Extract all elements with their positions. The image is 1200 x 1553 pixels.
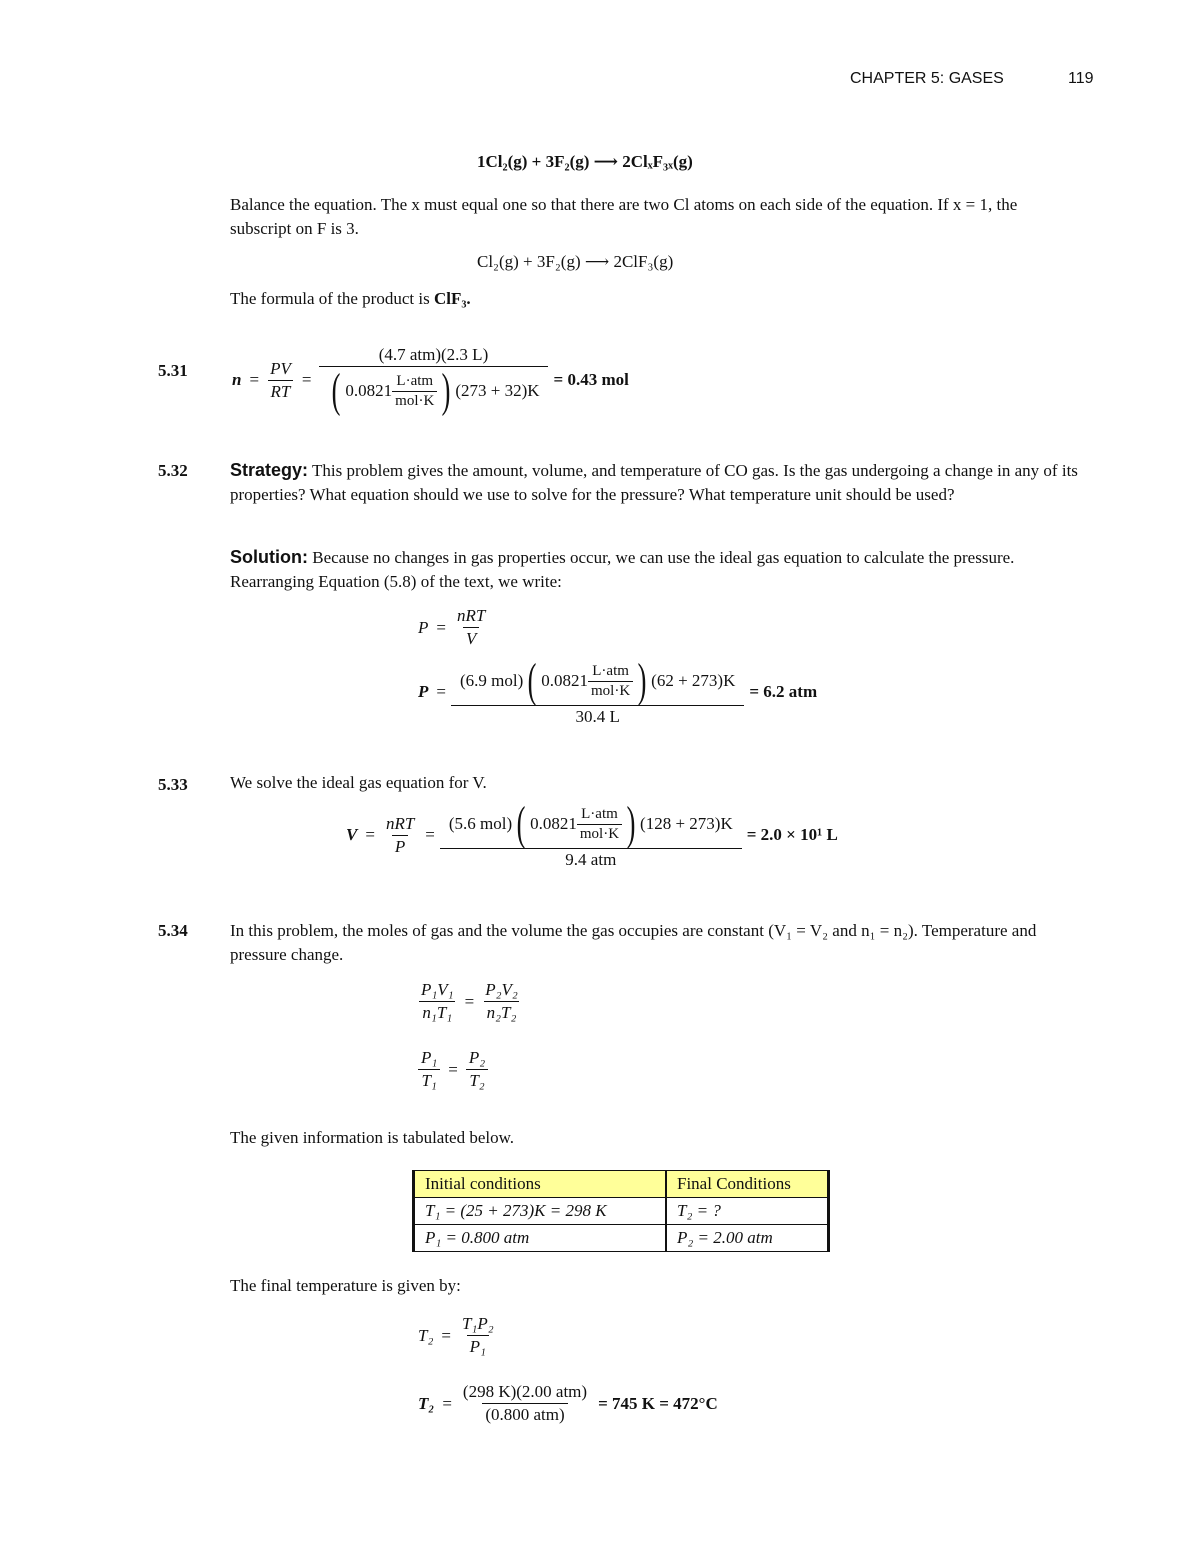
equation-532-substituted: P = (6.9 mol) ( 0.0821 $\frac{\text{L·atm}}{\text{mol·K}}$ ) (62 + 273)K 30.4 L = 6.2 atm (418, 654, 818, 726)
result-531: = 0.43 mol (553, 370, 629, 389)
balance-paragraph: Balance the equation. The x must equal one so that there are two Cl atoms on each side of the equation. If x = 1, the subscript on F is 3. (230, 195, 1018, 238)
cell-initial-pressure: P₁ = 0.800 atm (414, 1225, 667, 1252)
r-constant: 0.0821 (345, 381, 393, 400)
t1-denominator: T₁ (418, 1069, 439, 1091)
substitution-fraction-531 (319, 345, 547, 415)
equation-533: V = $\frac{\text{nRT}}{P}$ = (5.6 mol) ( 0.0821 $\frac{\text{L·atm}}{\text{mol·K}}$ ) (128 + 273)K 9.4 atm = 2.0 × 10¹ L (346, 797, 838, 869)
result-532: = 6.2 atm (749, 682, 818, 701)
p1-denominator: P₁ (467, 1335, 489, 1357)
r-units (392, 373, 437, 410)
r-units-numerator-533: L·atm (581, 805, 618, 822)
nrt-numerator: nRT (456, 606, 486, 625)
v-denominator: V (463, 627, 479, 649)
pv-over-rt (267, 359, 294, 402)
problem-number-534: 5.34 (158, 921, 188, 940)
formula-text: The formula of the product is (230, 289, 430, 308)
right-numerator: P₂V₂ (485, 980, 518, 999)
combined-gas-law: $\frac{\text{P₁V₁}}{\text{n₁T₁}}$ = $\frac{\text{P₂V₂}}{\text{n₂T₂}}$ (418, 980, 521, 1023)
r-units-numerator-532: L·atm (592, 662, 629, 679)
cell-final-pressure: P₂ = 2.00 atm (666, 1225, 829, 1252)
header-final: Final Conditions (666, 1171, 829, 1198)
left-denominator: n₁T₁ (419, 1001, 455, 1023)
table-header-row (414, 1171, 829, 1198)
moles-533: (5.6 mol) (448, 814, 513, 833)
r-units-numerator: L·atm (396, 372, 434, 389)
nrt-numerator-533: nRT (385, 813, 415, 833)
result-534: = 745 K = 472°C (598, 1393, 718, 1413)
r-constant-533: 0.0821 (530, 814, 577, 833)
r-constant-532: 0.0821 (541, 671, 588, 690)
formula-sentence (230, 289, 471, 309)
pressure-temperature-law: $\frac{\text{P₁}}{\text{T₁}}$ = $\frac{\text{P₂}}{\text{T₂}}$ (418, 1048, 488, 1091)
t2-calculation: T₂ = $\frac{\text{(298 K)(2.00 atm)}}{\text{(0.800 atm)}}$ = 745 K = 472°C (418, 1382, 718, 1424)
solution-label: Solution: (230, 547, 308, 567)
strategy-text: This problem gives the amount, volume, and temperature of CO gas. Is the gas undergoing a change in any of its properties? What equation should we use to solve for the pressure? What temperature unit should be used? (230, 461, 1078, 504)
text-533: We solve the ideal gas equation for V. (230, 773, 487, 792)
right-denominator: n₂T₂ (484, 1001, 520, 1023)
t2-formula: T₂ = $\frac{\text{T₁P₂}}{\text{P₁}}$ (418, 1314, 497, 1357)
volume-symbol: V (346, 825, 358, 844)
t2-symbol: T₂ (418, 1325, 434, 1345)
t2-denominator: T₂ (466, 1069, 487, 1091)
table-row (414, 1225, 829, 1252)
denominator-533: 9.4 atm (440, 848, 742, 870)
text-534: In this problem, the moles of gas and the volume the gas occupies are constant (V₁ = V₂ and n₁ = n₂). Temperature and pressure change. (230, 921, 1037, 964)
pressure-symbol: P (418, 617, 429, 637)
p1-numerator: P₁ (421, 1048, 438, 1067)
cell-initial-temperature: T₁ = (25 + 273)K = 298 K (414, 1198, 667, 1225)
problem-number-532: 5.32 (158, 461, 188, 480)
conditions-table (412, 1170, 830, 1252)
result-533: = 2.0 × 10¹ L (746, 825, 838, 844)
numerator-533: (5.6 mol) ( 0.0821 $\frac{\text{L·atm}}{\text{mol·K}}$ ) (128 + 273)K (448, 797, 733, 850)
numerator-531: (4.7 atm)(2.3 L) (378, 345, 489, 364)
p2-numerator: P₂ (468, 1048, 486, 1067)
substitution-fraction-533 (443, 797, 739, 870)
rt-denominator: RT (268, 380, 294, 402)
r-units-532 (588, 663, 633, 700)
unbalanced-equation: 1Cl₂(g) + 3F₂(g) ⟶ 2ClₓF₃ₓ(g) (477, 152, 693, 171)
denominator-532: 30.4 L (451, 705, 744, 727)
table-row (414, 1198, 829, 1225)
problem-number-531: 5.31 (158, 361, 188, 380)
cell-final-temperature: T₂ = ? (666, 1198, 829, 1225)
numerator-532: (6.9 mol) ( 0.0821 $\frac{\text{L·atm}}{\text{mol·K}}$ ) (62 + 273)K (459, 654, 736, 707)
denominator-531: ( 0.0821 $\frac{\text{L·atm}}{\text{mol·K}}$ ) (273 + 32)K (319, 366, 547, 415)
t1p2-numerator: T₁P₂ (461, 1314, 494, 1333)
r-units-533 (577, 806, 622, 843)
pv-numerator: PV (270, 358, 291, 378)
r-units-denominator-532: mol·K (588, 681, 633, 700)
r-units-denominator: mol·K (392, 391, 437, 410)
moles-symbol: n (232, 370, 242, 389)
temperature-532: (62 + 273)K (651, 671, 736, 690)
p-denominator-533: P (392, 835, 408, 857)
header-initial: Initial conditions (414, 1171, 667, 1198)
problem-number-533: 5.33 (158, 775, 188, 794)
strategy-paragraph (230, 458, 1080, 507)
solution-paragraph (230, 545, 1080, 594)
chapter-header: CHAPTER 5: GASES (850, 70, 1004, 87)
t2-denominator: (0.800 atm) (482, 1403, 567, 1425)
solution-text: Because no changes in gas properties occur, we can use the ideal gas equation to calculate the pressure. Rearranging Equation (5.8) of the text, we write: (230, 548, 1015, 591)
t2-numerator: (298 K)(2.00 atm) (462, 1382, 588, 1401)
r-units-denominator-533: mol·K (577, 824, 622, 843)
table-intro: The given information is tabulated below. (230, 1128, 515, 1147)
formula-answer: ClF₃. (433, 289, 471, 308)
pressure-symbol-bold: P (418, 682, 429, 701)
temperature-531: (273 + 32)K (455, 381, 540, 400)
moles-532: (6.9 mol) (459, 671, 524, 690)
equation-532-general: P = $\frac{\text{nRT}}{V}$ (418, 606, 488, 649)
left-numerator: P₁V₁ (421, 980, 454, 999)
substitution-fraction-532 (454, 654, 741, 727)
strategy-label: Strategy: (230, 460, 309, 480)
equation-531: n = $\frac{PV}{RT}$ = (4.7 atm)(2.3 L) ( 0.0821 $\frac{\text{L·atm}}{\text{mol·K}}$ ) (273 + 32)K = 0.43 mol (232, 345, 629, 417)
t2-symbol-bold: T₂ (418, 1393, 435, 1413)
final-temp-intro: The final temperature is given by: (230, 1276, 461, 1295)
page-number: 119 (1068, 70, 1094, 87)
temperature-533: (128 + 273)K (640, 814, 733, 833)
balanced-equation: Cl₂(g) + 3F₂(g) ⟶ 2ClF₃(g) (477, 252, 674, 271)
